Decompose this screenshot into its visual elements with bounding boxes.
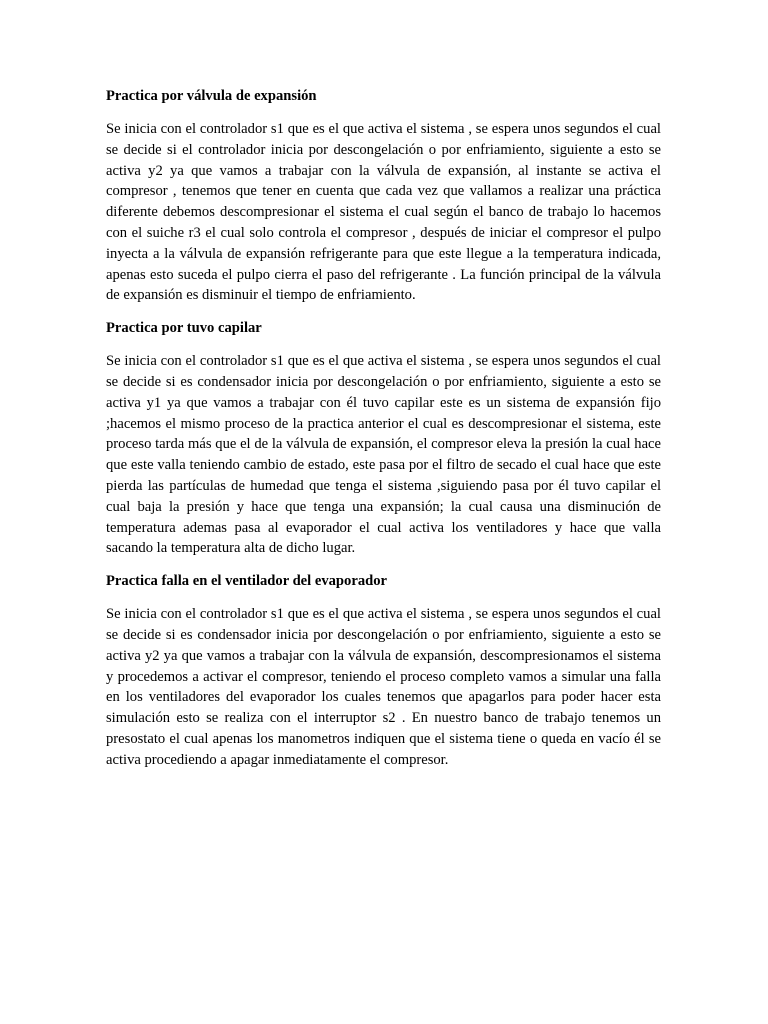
- section-heading: Practica por válvula de expansión: [106, 88, 317, 104]
- section-falla-ventilador: [106, 571, 661, 770]
- section-tuvo-capilar: [106, 318, 661, 559]
- section-heading: Practica falla en el ventilador del evaporador: [106, 573, 388, 590]
- section-paragraph: Se inicia con el controlador s1 que es el que activa el sistema , se espera unos segundos el cual se decide si el controlador inicia por descongelación o por enfriamiento, siguiente a esto se activa y2 ya que vamos a trabajar con la válvula de expansión, al instante se activa el compresor , tenemos que tener en cuenta que cada vez que vallamos a realizar una práctica diferente debemos descompresionar el sistema el cual según el banco de trabajo lo hacemos con el suiche r3 el cual solo controla el compresor , después de iniciar el compresor el pulpo inyecta a la válvula de expansión refrigerante para que este llegue a la temperatura indicada, apenas esto suceda el pulpo cierra el paso del refrigerante . La función principal de la válvula de expansión es disminuir el tiempo de enfriamiento.: [106, 121, 661, 304]
- section-paragraph: Se inicia con el controlador s1 que es el que activa el sistema , se espera unos segundos el cual se decide si es condensador inicia por descongelación o por enfriamiento, siguiente a esto se activa y1 ya que vamos a trabajar con él tuvo capilar este es un sistema de expansión fijo ;hacemos el mismo proceso de la practica anterior el cual es descompresionar el sistema, este proceso tarda más que el de la válvula de expansión, el compresor eleva la presión la cual hace que este valla teniendo cambio de estado, este pasa por el filtro de secado el cual hace que este pierda las partículas de humedad que tenga el sistema ,siguiendo pasa por él tuvo capilar el cual baja la presión y hace que tenga una expansión; la cual causa una disminución de temperatura ademas pasa al evaporador el cual activa los ventiladores y hace que valla sacando la temperatura alta de dicho lugar.: [106, 353, 661, 557]
- section-valvula-expansion: [106, 86, 661, 306]
- section-heading: Practica por tuvo capilar: [106, 320, 262, 337]
- section-paragraph: Se inicia con el controlador s1 que es el que activa el sistema , se espera unos segundos el cual se decide si es condensador inicia por descongelación o por enfriamiento, siguiente a esto se activa y2 ya que vamos a trabajar con la válvula de expansión, descompresionamos el sistema y procedemos a activar el compresor, teniendo el proceso completo vamos a simular una falla en los ventiladores del evaporador los cuales tenemos que apagarlos para poder hacer esta simulación esto se realiza con el interruptor s2 . En nuestro banco de trabajo tenemos un presostato el cual apenas los manometros indiquen que el sistema tiene o queda en vacío él se activa procediendo a apagar inmediatamente el compresor.: [106, 606, 661, 768]
- document-page: [106, 86, 661, 783]
